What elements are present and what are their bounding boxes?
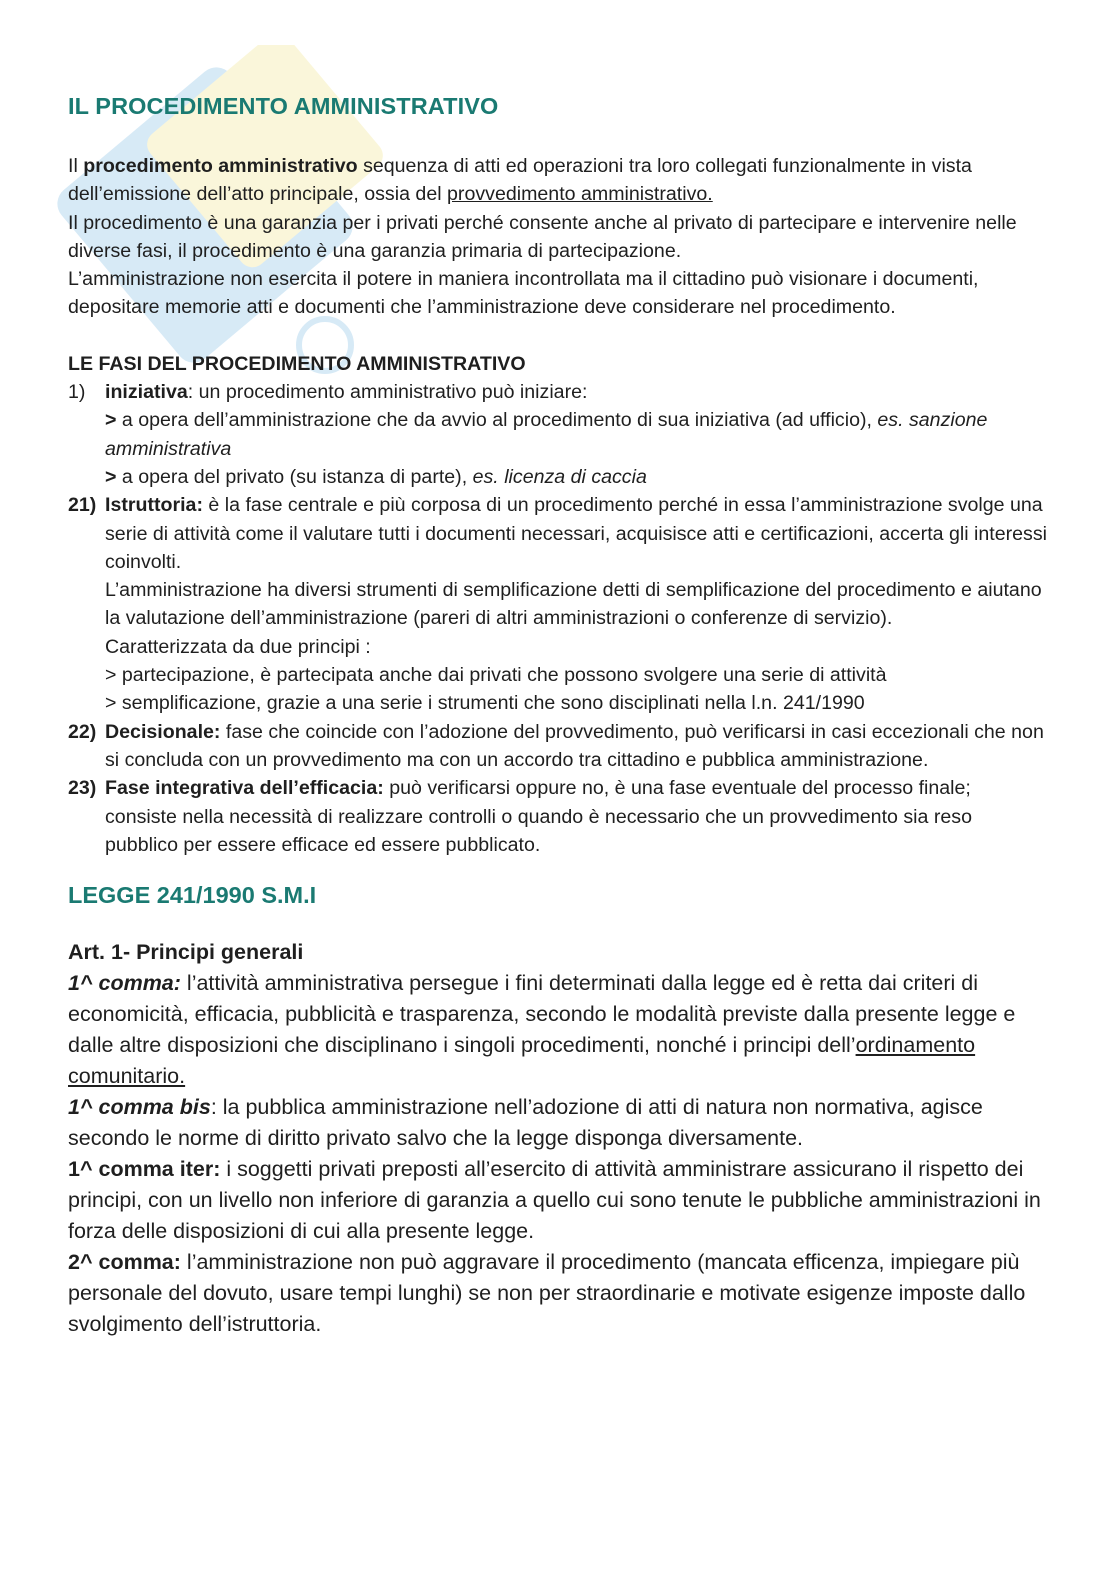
document-page [68, 92, 1048, 1340]
law-heading: LEGGE 241/1990 S.M.I [68, 882, 317, 909]
phase-line [105, 774, 1048, 859]
sub-text: a opera dell’amministrazione che da avvio al procedimento di sua iniziativa (ad ufficio), [116, 409, 878, 432]
phase-extra: L’amministrazione ha diversi strumenti di semplificazione detti di semplificazione del procedimento e aiutano la valutazione dell’amministrazione (pareri di altri amministrazioni o conferenze di servizio). [105, 579, 1042, 630]
intro-paragraph-1 [68, 152, 1048, 209]
comma-2 [68, 1247, 1048, 1340]
phase-number: 1) [68, 381, 86, 404]
phase-line [105, 718, 1048, 775]
intro-paragraph-3: L’amministrazione non esercita il potere in maniera incontrollata ma il cittadino può visionare i documenti, depositare memorie atti e documenti che l’amministrazione deve considerare nel procedimento. [68, 268, 979, 319]
article-title: Art. 1- Principi generali [68, 940, 304, 965]
phase-text: : un procedimento amministrativo può iniziare: [187, 381, 588, 404]
phase-label: iniziativa [105, 381, 188, 404]
page-title: IL PROCEDIMENTO AMMINISTRATIVO [68, 93, 499, 119]
phases-list [68, 378, 1048, 859]
article-1 [68, 937, 1048, 1340]
phases-heading: LE FASI DEL PROCEDIMENTO AMMINISTRATIVO [68, 352, 526, 375]
phase-line [105, 378, 1048, 406]
phase-label: Decisionale: [105, 720, 221, 743]
sub-marker: > [105, 409, 117, 432]
principles-intro: Caratterizzata da due principi : [105, 635, 371, 658]
comma-text: i soggetti privati preposti all’esercito di attività amministrare assicurano il rispetto dei principi, con un livello non inferiore di garanzia a quello cui sono tenute le pubbliche amministrazioni in forza delle disposizioni di cui alla presente legge. [68, 1157, 1041, 1244]
comma-label: 1^ comma iter: [68, 1157, 221, 1182]
comma-label: 1^ comma bis [68, 1095, 211, 1120]
comma-text: : la pubblica amministrazione nell’adozione di atti di natura non normativa, agisce secondo le norme di diritto privato salvo che la legge disponga diversamente. [68, 1095, 983, 1151]
comma-underlined-term: ordinamento comunitario. [68, 1033, 976, 1089]
comma-1 [68, 968, 1048, 1092]
intro-text: sequenza di atti ed operazioni tra loro collegati funzionalmente in vista dell’emissione dell’atto principale, ossia del [68, 155, 972, 206]
phase-sub-item [105, 406, 1048, 463]
phase-item-istruttoria [68, 491, 1048, 717]
phase-item-iniziativa [68, 378, 1048, 491]
comma-1-bis [68, 1092, 1048, 1154]
sub-example: es. licenza di caccia [472, 465, 647, 488]
comma-1-ter [68, 1154, 1048, 1247]
intro-bold-term: procedimento amministrativo [83, 155, 358, 177]
sub-text: a opera del privato (su istanza di parte), [116, 465, 473, 488]
phase-label: Istruttoria: [105, 494, 203, 517]
comma-label: 2^ comma: [68, 1250, 181, 1275]
intro-text: Il [68, 155, 84, 177]
phase-text: fase che coincide con l’adozione del provvedimento, può verificarsi in casi eccezionali che non si concluda con un provvedimento ma con un accordo tra cittadino e pubblica amministrazione. [105, 720, 1044, 771]
phase-text: è la fase centrale e più corposa di un procedimento perché in essa l’amministrazione svolge una serie di attività come il valutare tutti i documenti necessari, acquisisce atti e certificazioni, accerta gli interessi coinvolti. [105, 494, 1047, 573]
phase-label: Fase integrativa dell’efficacia: [105, 777, 384, 800]
intro-section [68, 152, 1048, 322]
phase-text: può verificarsi oppure no, è una fase eventuale del processo finale; consiste nella necessità di realizzare controlli o quando è necessario che un provvedimento sia reso pubblico per essere efficace ed essere pubblicato. [105, 777, 972, 856]
phase-sub-item [105, 463, 1048, 491]
principle-item: > semplificazione, grazie a una serie i strumenti che sono disciplinati nella l.n. 241/1990 [105, 692, 865, 715]
phase-number: 21) [68, 494, 97, 517]
sub-marker: > [105, 465, 117, 488]
intro-paragraph-2: Il procedimento è una garanzia per i privati perché consente anche al privato di partecipare e intervenire nelle diverse fasi, il procedimento è una garanzia primaria di partecipazione. [68, 211, 1017, 262]
intro-underlined-term: provvedimento amministrativo. [447, 183, 713, 206]
phase-line [105, 491, 1048, 576]
comma-text: l’attività amministrativa persegue i fini determinati dalla legge ed è retta dai criteri di economicità, efficacia, pubblicità e trasparenza, secondo le modalità previste dalla presente legge e dalle altre disposizioni che disciplinano i singoli procedimenti, nonché i principi dell’ [68, 971, 1016, 1058]
phase-number: 23) [68, 777, 97, 800]
phase-item-decisionale [68, 718, 1048, 775]
principle-item: > partecipazione, è partecipata anche dai privati che possono svolgere una serie di attività [105, 664, 887, 687]
comma-label: 1^ comma: [68, 971, 181, 996]
sub-example: es. sanzione amministrativa [105, 409, 988, 460]
phase-item-integrativa [68, 774, 1048, 859]
comma-text: l’amministrazione non può aggravare il procedimento (mancata efficenza, impiegare più personale del dovuto, usare tempi lunghi) se non per straordinarie e motivate esigenze imposte dallo svolgimento dell’istruttoria. [68, 1250, 1026, 1337]
phase-number: 22) [68, 720, 97, 743]
